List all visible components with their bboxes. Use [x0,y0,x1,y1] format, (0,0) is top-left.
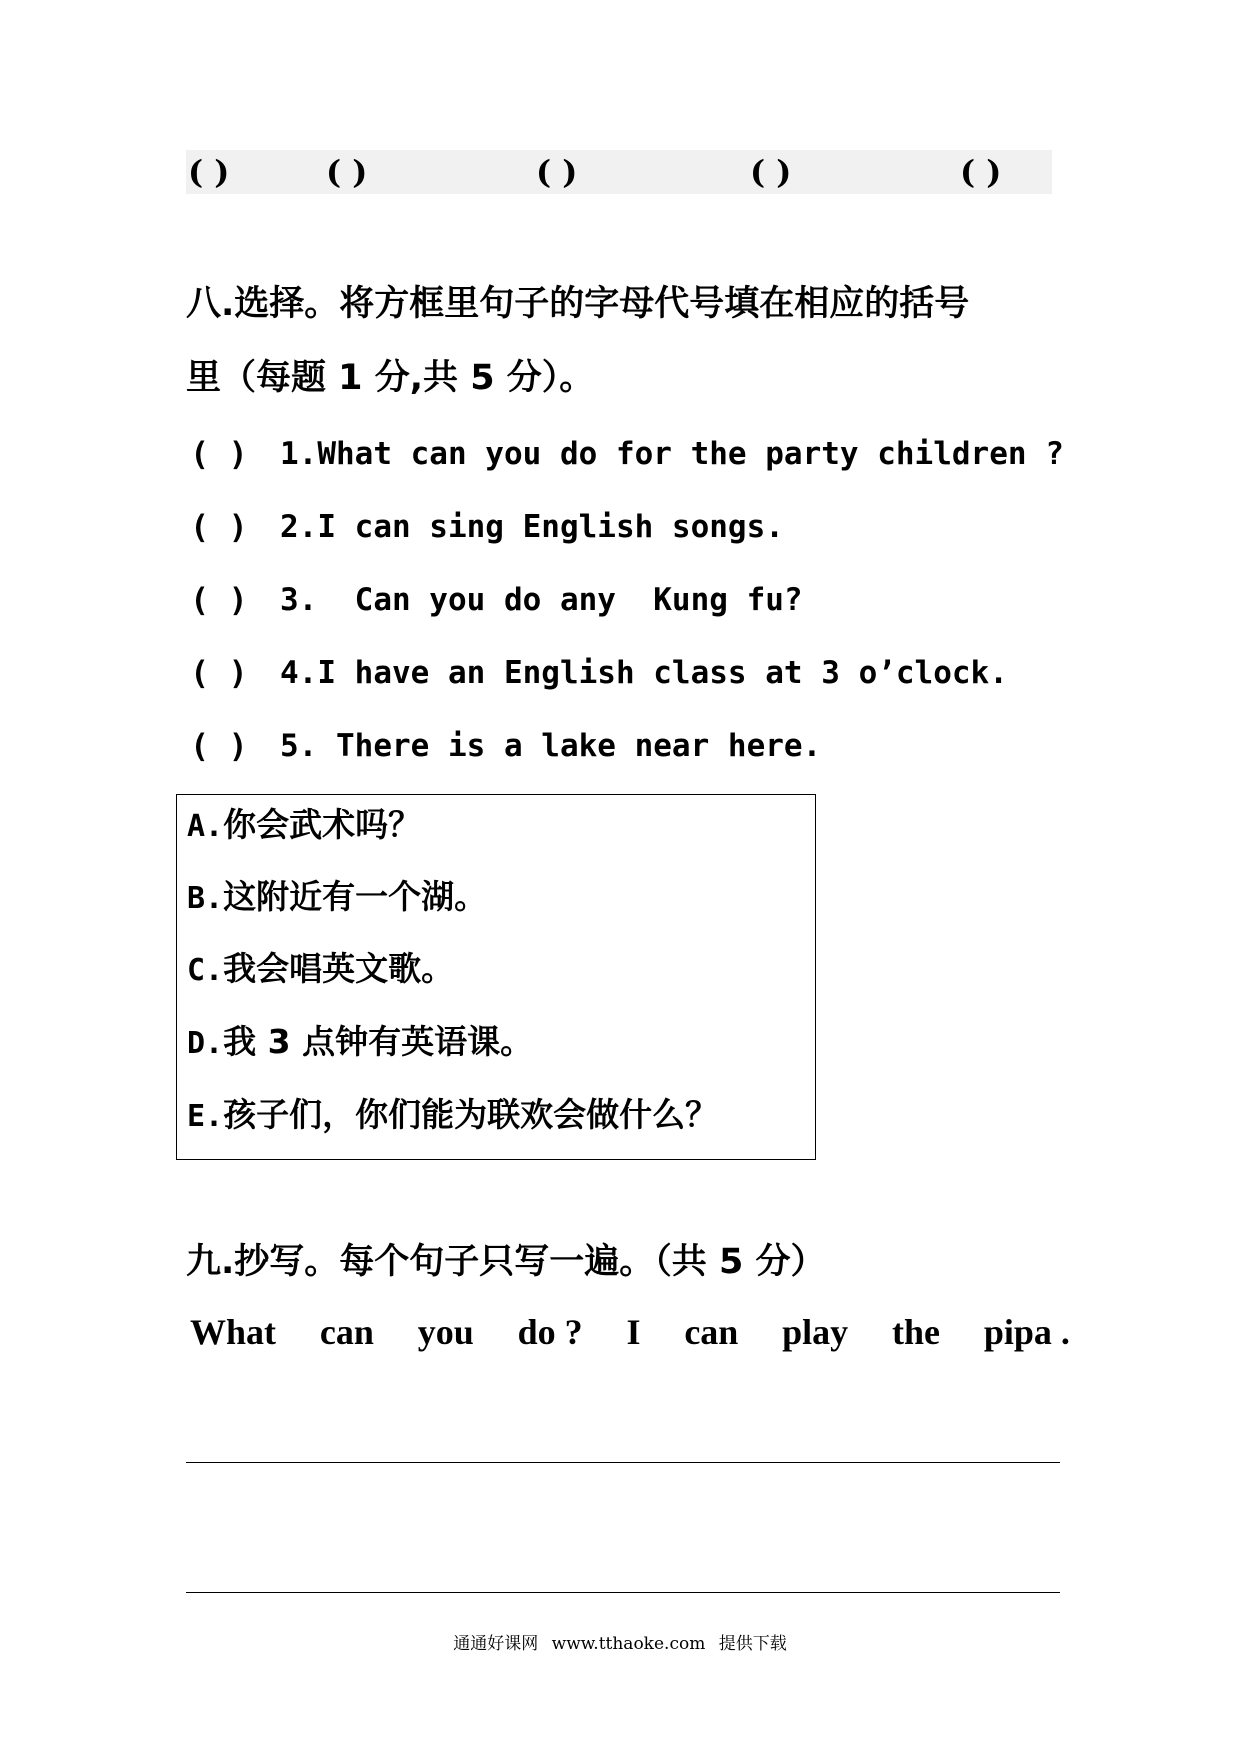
option-a [187,803,421,849]
writing-line-2[interactable] [186,1592,1060,1593]
section8-heading-line1: 八.选择。将方框里句子的字母代号填在相应的括号 [186,284,970,324]
option-b [187,875,487,921]
question-4: 4.I have an English class at 3 o’clock. [280,655,1008,691]
options-box [176,794,816,1160]
question-1: 1.What can you do for the party children ? [280,436,1064,472]
option-letter: D. [187,1026,224,1061]
question-answer-paren: ( ) [190,435,248,473]
section9-heading: 九.抄写。每个句子只写一遍。（共 5 分） [186,1242,826,1282]
copy-sentence [190,1308,1070,1356]
question-3: 3. Can you do any Kung fu? [280,582,803,618]
footer-url[interactable]: www.tthaoke.com [551,1634,706,1654]
answer-paren-4: ( ) [750,153,792,191]
answer-paren-1: ( ) [188,153,230,191]
option-d [187,1020,533,1066]
option-text: 我 3 点钟有英语课。 [223,1022,534,1061]
option-letter: E. [187,1099,224,1134]
copy-word: the [892,1312,941,1352]
copy-word: I [626,1312,641,1352]
copy-word: can [684,1312,739,1352]
option-text: 孩子们，你们能为联欢会做什么？ [223,1095,719,1134]
option-letter: C. [187,953,224,988]
copy-word: you [417,1312,474,1352]
answer-paren-band [186,150,1052,194]
answer-paren-5: ( ) [960,153,1002,191]
option-text: 我会唱英文歌。 [223,949,455,988]
footer-suffix: 提供下载 [718,1634,787,1654]
option-text: 你会武术吗？ [223,805,422,844]
footer-site-name: 通通好课网 [453,1634,539,1654]
option-e [187,1093,718,1139]
option-text: 这附近有一个湖。 [223,877,488,916]
writing-line-1[interactable] [186,1462,1060,1463]
copy-word: do ? [517,1312,583,1352]
option-c [187,947,454,993]
copy-word: pipa . [983,1312,1070,1352]
answer-paren-3: ( ) [536,153,578,191]
question-5: 5. There is a lake near here. [280,728,822,764]
option-letter: A. [187,809,224,844]
answer-paren-2: ( ) [326,153,368,191]
copy-word: play [782,1312,849,1352]
question-answer-paren: ( ) [190,654,248,692]
question-answer-paren: ( ) [190,727,248,765]
question-answer-paren: ( ) [190,581,248,619]
question-answer-paren: ( ) [190,508,248,546]
question-2: 2.I can sing English songs. [280,509,784,545]
page-footer [0,1632,1240,1656]
option-letter: B. [187,881,224,916]
section8-heading-line2: 里（每题 1 分,共 5 分）。 [186,358,595,398]
copy-word: can [319,1312,374,1352]
copy-word: What [190,1312,277,1352]
